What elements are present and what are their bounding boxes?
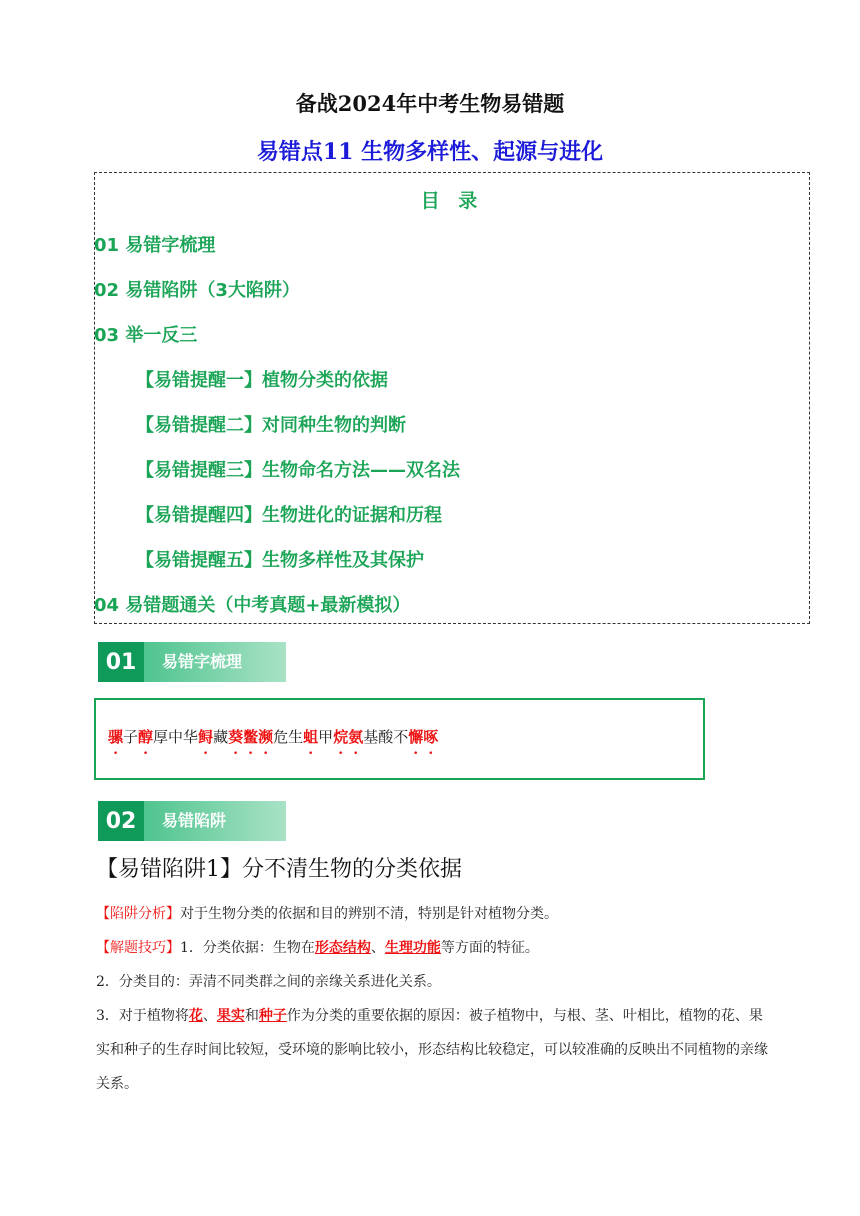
typo-text: 子 (123, 728, 139, 746)
toc-item[interactable]: 02 易错陷阱（3大陷阱） (94, 280, 300, 301)
typo-text: 基酸不 (363, 728, 409, 746)
tips-text: 、 (202, 1008, 217, 1024)
toc-item[interactable]: 【易错提醒一】植物分类的依据 (136, 370, 388, 391)
section-banner-traps (98, 801, 286, 841)
toc-item[interactable]: 【易错提醒三】生物命名方法——双名法 (136, 460, 460, 481)
typo-char: 懈 (408, 728, 424, 746)
tips-text: 等方面的特征。 (440, 940, 539, 956)
typo-char: 醇 (138, 728, 154, 746)
section-banner-typos (98, 642, 286, 682)
keyword: 形态结构 (314, 940, 371, 956)
toc-heading: 目 录 (420, 190, 484, 212)
section-label: 易错陷阱 (162, 811, 227, 830)
page-subtitle: 易错点11 生物多样性、起源与进化 (256, 139, 604, 165)
typo-char: 氨 (348, 728, 364, 746)
tips-text: 作为分类的重要依据的原因：被子植物中，与根、茎、叶相比，植物的花、果实和种子的生存时间比较短，受环境的影响比较小，形态结构比较稳定，可以较准确的反映出不同植物的亲缘关系。 (96, 1008, 768, 1092)
trap-heading: 【易错陷阱1】分不清生物的分类依据 (96, 857, 462, 882)
analysis-label: 【陷阱分析】 (96, 906, 180, 922)
typo-line (108, 726, 438, 747)
toc-item[interactable]: 01 易错字梳理 (94, 235, 216, 256)
toc-item[interactable]: 【易错提醒四】生物进化的证据和历程 (136, 505, 442, 526)
typo-text: 危生 (273, 728, 304, 746)
typo-char: 啄 (423, 728, 439, 746)
section-number: 02 (98, 801, 144, 841)
typo-text: 甲 (318, 728, 334, 746)
toc-item[interactable]: 【易错提醒二】对同种生物的判断 (136, 415, 406, 436)
typo-char: 葵 (228, 728, 244, 746)
typo-char: 蛆 (303, 728, 319, 746)
tips-paragraph-1 (96, 931, 776, 965)
keyword: 种子 (258, 1008, 287, 1024)
tips-text: 3．对于植物将 (96, 1008, 189, 1024)
tips-label: 【解题技巧】 (96, 940, 180, 956)
keyword: 果实 (216, 1008, 245, 1024)
tips-paragraph-2: 2．分类目的：弄清不同类群之间的亲缘关系进化关系。 (96, 974, 441, 990)
typo-char: 鳖 (243, 728, 259, 746)
typo-char: 烷 (333, 728, 349, 746)
analysis-paragraph (96, 897, 776, 931)
tips-text: 、 (370, 940, 385, 956)
keyword: 生理功能 (384, 940, 441, 956)
toc-item[interactable]: 【易错提醒五】生物多样性及其保护 (136, 550, 424, 571)
typo-text: 厚中华 (153, 728, 199, 746)
section-number: 01 (98, 642, 144, 682)
typo-text: 藏 (213, 728, 229, 746)
section-label: 易错字梳理 (162, 652, 243, 671)
typo-char: 骡 (108, 728, 124, 746)
toc-item[interactable]: 04 易错题通关（中考真题+最新模拟） (94, 595, 411, 616)
tips-text: 和 (244, 1008, 259, 1024)
typo-char: 鲟 (198, 728, 214, 746)
tips-paragraph-3 (96, 999, 776, 1101)
tips-text: 1．分类依据：生物在 (180, 940, 315, 956)
page-title: 备战2024年中考生物易错题 (295, 91, 565, 116)
toc-item[interactable]: 03 举一反三 (94, 325, 198, 346)
typo-char: 濒 (258, 728, 274, 746)
keyword: 花 (188, 1008, 203, 1024)
analysis-text: 对于生物分类的依据和目的辨别不清，特别是针对植物分类。 (180, 906, 558, 922)
